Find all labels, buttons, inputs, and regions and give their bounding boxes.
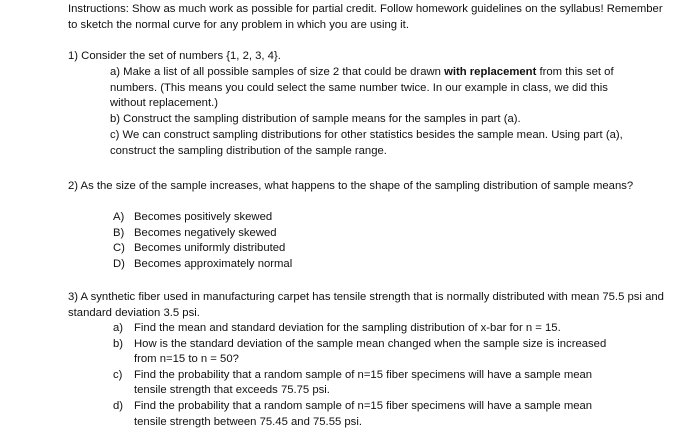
- q2-options: [113, 210, 413, 272]
- q2-stem: 2) As the size of the sample increases, what happens to the shape of the sampling distribution of sample means?: [68, 180, 634, 192]
- q3-part-c: [113, 368, 623, 399]
- q3-parts: [113, 321, 623, 430]
- q2-option-a-label: A): [113, 211, 125, 223]
- q2-option-a-text: Becomes positively skewed: [134, 211, 273, 223]
- q3-stem: 3) A synthetic fiber used in manufacturing carpet has tensile strength that is normally distributed with mean 75.5 psi and standard deviation 3.5 psi.: [68, 291, 664, 319]
- q2-option-c-label: C): [113, 242, 125, 255]
- q3-part-d-label: d): [113, 399, 124, 412]
- q3-part-c-text: Find the probability that a random sample of n=15 fiber specimens will have a sample mean tensile strength that exceeds 75.75 psi.: [134, 368, 593, 397]
- q3-part-a-text: Find the mean and standard deviation for the sampling distribution of x-bar for n = 15.: [134, 322, 561, 334]
- q1-part-a-bold: with replacement: [444, 66, 537, 78]
- q3-part-a: [113, 321, 623, 337]
- q1-part-b: b) Construct the sampling distribution of sample means for the samples in part (a).: [110, 113, 521, 125]
- q3-part-d: [113, 399, 623, 430]
- q2-option-b: [113, 226, 413, 242]
- q1-part-a: [110, 65, 630, 112]
- q3-part-d-text: Find the probability that a random sample of n=15 fiber specimens will have a sample mean tensile strength between 75.45 and 75.55 psi.: [134, 399, 593, 428]
- q2-option-c-text: Becomes uniformly distributed: [134, 242, 286, 255]
- q3-part-b-label: b): [113, 337, 124, 350]
- q1-part-a-text-end: from this set of numbers. (This means you could select the same number twice. In our example in class, we did this without replacement.): [110, 66, 614, 110]
- q3-part-b: [113, 337, 623, 368]
- q1-part-a-text-start: a) Make a list of all possible samples of size 2 that could be drawn: [110, 66, 445, 78]
- q2-option-c: [113, 241, 413, 257]
- instructions-text: Instructions: Show as much work as possible for partial credit. Follow homework guidelines on the syllabus! Remember to sketch the normal curve for any problem in which you are using it.: [68, 3, 663, 31]
- q3-part-a-label: a): [113, 322, 124, 334]
- q2-option-d-label: D): [113, 257, 125, 270]
- q2-option-a: [113, 210, 413, 226]
- q2-option-d: [113, 257, 413, 273]
- q2-option-d-text: Becomes approximately normal: [134, 257, 293, 270]
- q1-stem: 1) Consider the set of numbers {1, 2, 3, 4}.: [68, 50, 281, 62]
- q3-part-b-text: How is the standard deviation of the sample mean changed when the sample size is increased from n=15 to n = 50?: [134, 337, 607, 366]
- q3-part-c-label: c): [113, 368, 123, 381]
- q2-option-b-label: B): [113, 226, 125, 239]
- q1-part-c: c) We can construct sampling distributions for other statistics besides the sample mean. Using part (a), construct the sampling distribution of the sample range.: [110, 129, 623, 157]
- q2-option-b-text: Becomes negatively skewed: [134, 226, 277, 239]
